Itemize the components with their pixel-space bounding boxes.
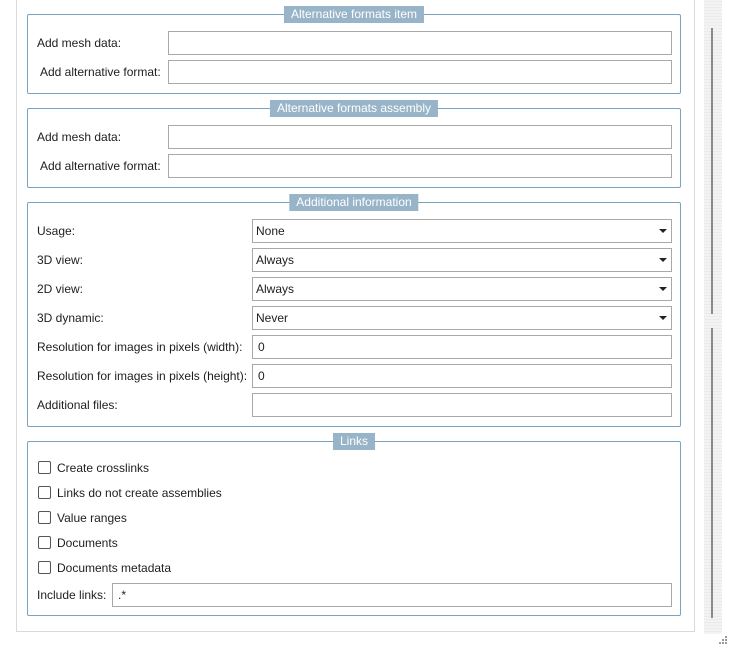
dyn3d-select[interactable]: [252, 306, 672, 330]
view3d-value: Always: [256, 253, 295, 267]
create-crosslinks-checkbox[interactable]: [38, 461, 51, 474]
assembly-format-input[interactable]: [168, 154, 672, 178]
resize-grip-icon[interactable]: [719, 636, 727, 644]
assembly-format-label: Add alternative format:: [40, 159, 161, 173]
documents-metadata-checkbox[interactable]: [38, 561, 51, 574]
vertical-scrollbar[interactable]: [704, 0, 722, 634]
res-width-label: Resolution for images in pixels (width):: [37, 340, 243, 354]
res-height-input[interactable]: [252, 364, 672, 388]
item-mesh-label: Add mesh data:: [37, 36, 122, 50]
additional-files-input[interactable]: [252, 393, 672, 417]
assembly-mesh-input[interactable]: [168, 125, 672, 149]
create-crosslinks-label: Create crosslinks: [57, 461, 150, 475]
view3d-label: 3D view:: [37, 253, 84, 267]
assembly-mesh-label: Add mesh data:: [37, 130, 122, 144]
documents-checkbox[interactable]: [38, 536, 51, 549]
dyn3d-value: Never: [256, 311, 289, 325]
value-ranges-checkbox[interactable]: [38, 511, 51, 524]
view3d-select[interactable]: [252, 248, 672, 272]
view2d-value: Always: [256, 282, 295, 296]
item-format-label: Add alternative format:: [40, 65, 161, 79]
res-width-input[interactable]: [252, 335, 672, 359]
include-links-label: Include links:: [37, 588, 107, 602]
view2d-label: 2D view:: [37, 282, 84, 296]
alt-formats-item-legend: Alternative formats item: [284, 6, 424, 23]
documents-label: Documents: [57, 536, 118, 550]
dyn3d-label: 3D dynamic:: [37, 311, 104, 325]
res-height-label: Resolution for images in pixels (height):: [37, 369, 248, 383]
links-no-assemblies-checkbox[interactable]: [38, 486, 51, 499]
usage-value: None: [256, 224, 285, 238]
scrollbar-thumb[interactable]: [711, 28, 713, 314]
chevron-down-icon[interactable]: [655, 307, 671, 329]
links-no-assemblies-label: Links do not create assemblies: [57, 486, 222, 500]
chevron-down-icon[interactable]: [655, 249, 671, 271]
usage-label: Usage:: [37, 224, 76, 238]
value-ranges-label: Value ranges: [57, 511, 127, 525]
usage-select[interactable]: [252, 219, 672, 243]
chevron-down-icon[interactable]: [655, 278, 671, 300]
links-legend: Links: [333, 433, 375, 450]
documents-metadata-label: Documents metadata: [57, 561, 172, 575]
view2d-select[interactable]: [252, 277, 672, 301]
scrollbar-thumb-lower[interactable]: [711, 328, 713, 618]
alt-formats-assembly-legend: Alternative formats assembly: [270, 100, 438, 117]
chevron-down-icon[interactable]: [655, 220, 671, 242]
item-mesh-input[interactable]: [168, 31, 672, 55]
item-format-input[interactable]: [168, 60, 672, 84]
include-links-input[interactable]: [112, 583, 672, 607]
additional-info-legend: Additional information: [289, 194, 418, 211]
additional-files-label: Additional files:: [37, 398, 118, 412]
